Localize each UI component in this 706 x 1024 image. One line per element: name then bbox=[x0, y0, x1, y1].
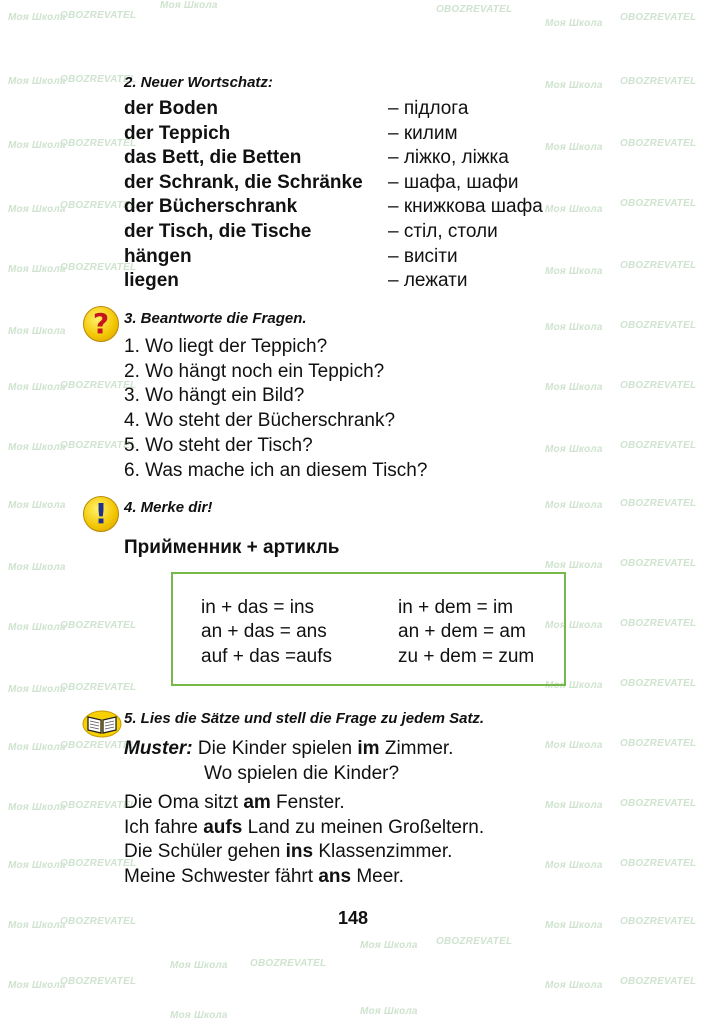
example-block bbox=[124, 737, 453, 786]
watermark-text: OBOZREVATEL bbox=[250, 958, 327, 969]
watermark-text: Моя Школа bbox=[545, 920, 603, 931]
watermark-text: Моя Школа bbox=[8, 802, 66, 813]
watermark-text: OBOZREVATEL bbox=[620, 916, 697, 927]
watermark-text: Моя Школа bbox=[545, 740, 603, 751]
watermark-text: OBOZREVATEL bbox=[620, 618, 697, 629]
vocab-row bbox=[124, 171, 684, 196]
watermark-text: Моя Школа bbox=[545, 800, 603, 811]
watermark-text: OBOZREVATEL bbox=[60, 620, 137, 631]
example-text: Zimmer. bbox=[379, 738, 454, 759]
list-item: 6. Was mache ich an diesem Tisch? bbox=[124, 459, 428, 481]
watermark-text: OBOZREVATEL bbox=[60, 858, 137, 869]
exclamation-mark-glyph: ! bbox=[94, 497, 108, 530]
watermark-text: Моя Школа bbox=[8, 500, 66, 511]
watermark-text: Моя Школа bbox=[545, 680, 603, 691]
vocab-ukrainian: – стіл, столи bbox=[388, 220, 498, 242]
watermark-text: Моя Школа bbox=[8, 562, 66, 573]
vocab-row bbox=[124, 195, 684, 220]
watermark-text: Моя Школа bbox=[8, 442, 66, 453]
vocab-ukrainian: – лежати bbox=[388, 270, 468, 292]
watermark-text: Моя Школа bbox=[8, 684, 66, 695]
watermark-text: Моя Школа bbox=[8, 622, 66, 633]
watermark-text: OBOZREVATEL bbox=[60, 976, 137, 987]
question-mark-icon bbox=[83, 306, 119, 342]
page-number: 148 bbox=[337, 908, 369, 928]
question-list bbox=[124, 335, 427, 483]
watermark-text: OBOZREVATEL bbox=[620, 976, 697, 987]
watermark-text: OBOZREVATEL bbox=[620, 320, 697, 331]
watermark-text: OBOZREVATEL bbox=[620, 12, 697, 23]
watermark-text: Моя Школа bbox=[545, 444, 603, 455]
watermark-text: Моя Школа bbox=[545, 500, 603, 511]
watermark-text: Моя Школа bbox=[8, 980, 66, 991]
example-label: Muster: bbox=[124, 738, 193, 759]
vocabulary-list bbox=[124, 97, 684, 294]
watermark-text: Моя Школа bbox=[545, 560, 603, 571]
sentence-bold: ins bbox=[285, 841, 314, 863]
book-icon bbox=[82, 708, 122, 738]
watermark-text: OBOZREVATEL bbox=[60, 740, 137, 751]
list-item bbox=[124, 791, 484, 816]
watermark-text: OBOZREVATEL bbox=[620, 440, 697, 451]
watermark-text: Моя Школа bbox=[170, 1010, 228, 1021]
watermark-text: Моя Школа bbox=[545, 266, 603, 277]
vocab-row bbox=[124, 269, 684, 294]
list-item: 2. Wo hängt noch ein Teppich? bbox=[124, 360, 385, 382]
rule-item: zu + dem = zum bbox=[398, 645, 535, 667]
watermark-text: OBOZREVATEL bbox=[620, 798, 697, 809]
sentence-bold: aufs bbox=[203, 816, 243, 838]
watermark-text: OBOZREVATEL bbox=[60, 440, 137, 451]
watermark-text: Моя Школа bbox=[545, 80, 603, 91]
sentence-list bbox=[124, 791, 484, 889]
vocab-german: der Boden bbox=[124, 98, 218, 119]
rules-left-column bbox=[201, 596, 332, 669]
vocab-row bbox=[124, 122, 684, 147]
watermark-text: Моя Школа bbox=[8, 140, 66, 151]
watermark-text: OBOZREVATEL bbox=[60, 916, 137, 927]
vocab-ukrainian: – килим bbox=[388, 122, 458, 144]
watermark-text: OBOZREVATEL bbox=[620, 198, 697, 209]
sentence-text: Land zu meinen Großeltern. bbox=[242, 816, 485, 838]
watermark-text: Моя Школа bbox=[160, 0, 218, 11]
watermark-text: OBOZREVATEL bbox=[60, 800, 137, 811]
vocab-german: der Bücherschrank bbox=[124, 196, 298, 218]
vocab-row bbox=[124, 97, 684, 122]
watermark-text: OBOZREVATEL bbox=[620, 858, 697, 869]
watermark-text: Моя Школа bbox=[8, 920, 66, 931]
watermark-text: Моя Школа bbox=[545, 204, 603, 215]
rule-heading: Прийменник + артикль bbox=[124, 537, 340, 558]
vocab-german: hängen bbox=[124, 245, 192, 267]
vocab-row bbox=[124, 146, 684, 171]
watermark-text: OBOZREVATEL bbox=[60, 200, 137, 211]
watermark-text: OBOZREVATEL bbox=[60, 138, 137, 149]
sentence-bold: am bbox=[243, 792, 271, 813]
watermark-text: Моя Школа bbox=[8, 12, 66, 23]
watermark-text: OBOZREVATEL bbox=[60, 682, 137, 693]
rule-item: an + dem = am bbox=[398, 621, 526, 643]
watermark-text: OBOZREVATEL bbox=[620, 558, 697, 569]
vocab-german: der Teppich bbox=[124, 122, 231, 144]
section5-title: 5. Lies die Sätze und stell die Frage zu jedem Satz. bbox=[124, 710, 485, 727]
rules-box bbox=[171, 572, 566, 686]
vocab-ukrainian: – висіти bbox=[388, 245, 458, 267]
list-item bbox=[124, 816, 484, 841]
vocab-row bbox=[124, 245, 684, 270]
sentence-text: Ich fahre bbox=[124, 816, 204, 838]
watermark-text: Моя Школа bbox=[8, 204, 66, 215]
watermark-text: Моя Школа bbox=[545, 322, 603, 333]
watermark-text: Моя Школа bbox=[170, 960, 228, 971]
watermark-text: OBOZREVATEL bbox=[60, 10, 137, 21]
rules-right-column bbox=[398, 596, 534, 669]
list-item: 1. Wo liegt der Teppich? bbox=[124, 336, 328, 357]
watermark-text: Моя Школа bbox=[8, 742, 66, 753]
section2-title: 2. Neuer Wortschatz: bbox=[124, 74, 273, 91]
list-item bbox=[124, 840, 484, 865]
list-item: 3. Wo hängt ein Bild? bbox=[124, 385, 305, 407]
vocab-german: das Bett, die Betten bbox=[124, 147, 302, 169]
watermark-text: OBOZREVATEL bbox=[60, 74, 137, 85]
vocab-ukrainian: – шафа, шафи bbox=[388, 171, 519, 193]
rule-item: auf + das =aufs bbox=[201, 645, 332, 667]
sentence-bold: ans bbox=[318, 865, 352, 887]
watermark-text: Моя Школа bbox=[360, 1006, 418, 1017]
section4-title: 4. Merke dir! bbox=[124, 499, 213, 516]
watermark-text: Моя Школа bbox=[545, 18, 603, 29]
example-text: Die Kinder spielen bbox=[192, 738, 358, 759]
watermark-text: Моя Школа bbox=[8, 326, 66, 337]
watermark-text: Моя Школа bbox=[8, 860, 66, 871]
watermark-text: Моя Школа bbox=[545, 620, 603, 631]
watermark-text: OBOZREVATEL bbox=[620, 260, 697, 271]
watermark-text: OBOZREVATEL bbox=[436, 4, 513, 15]
sentence-text: Meine Schwester fährt bbox=[124, 865, 319, 887]
vocab-ukrainian: – книжкова шафа bbox=[388, 196, 543, 218]
sentence-text: Die Schüler gehen bbox=[124, 841, 286, 863]
list-item: 5. Wo steht der Tisch? bbox=[124, 434, 313, 456]
sentence-text: Fenster. bbox=[270, 792, 345, 813]
sentence-text: Meer. bbox=[351, 865, 404, 887]
list-item: 4. Wo steht der Bücherschrank? bbox=[124, 410, 396, 432]
watermark-text: OBOZREVATEL bbox=[620, 498, 697, 509]
section3-title: 3. Beantworte die Fragen. bbox=[124, 310, 307, 327]
question-mark-glyph: ? bbox=[92, 307, 110, 340]
watermark-text: OBOZREVATEL bbox=[620, 380, 697, 391]
example-bold: im bbox=[357, 738, 380, 759]
rule-item: an + das = ans bbox=[201, 621, 327, 643]
rule-item: in + dem = im bbox=[398, 597, 514, 618]
watermark-text: Моя Школа bbox=[360, 940, 418, 951]
watermark-text: OBOZREVATEL bbox=[60, 262, 137, 273]
vocab-german: der Schrank, die Schränke bbox=[124, 171, 363, 193]
watermark-text: OBOZREVATEL bbox=[436, 936, 513, 947]
vocab-ukrainian: – підлога bbox=[388, 98, 469, 119]
rule-item: in + das = ins bbox=[201, 597, 315, 618]
watermark-text: Моя Школа bbox=[8, 382, 66, 393]
watermark-text: OBOZREVATEL bbox=[620, 76, 697, 87]
exclamation-mark-icon bbox=[83, 496, 119, 532]
example-question: Wo spielen die Kinder? bbox=[204, 762, 400, 784]
list-item bbox=[124, 865, 484, 890]
watermark-text: Моя Школа bbox=[545, 860, 603, 871]
watermark-text: OBOZREVATEL bbox=[620, 678, 697, 689]
vocab-german: der Tisch, die Tische bbox=[124, 220, 312, 242]
example-sentence bbox=[124, 737, 453, 762]
watermark-text: OBOZREVATEL bbox=[60, 380, 137, 391]
watermark-text: OBOZREVATEL bbox=[620, 738, 697, 749]
watermark-text: OBOZREVATEL bbox=[620, 138, 697, 149]
watermark-text: Моя Школа bbox=[545, 142, 603, 153]
watermark-text: Моя Школа bbox=[8, 76, 66, 87]
sentence-text: Die Oma sitzt bbox=[124, 792, 244, 813]
watermark-text: Моя Школа bbox=[8, 264, 66, 275]
vocab-german: liegen bbox=[124, 270, 179, 292]
watermark-text: Моя Школа bbox=[545, 980, 603, 991]
sentence-text: Klassenzimmer. bbox=[313, 841, 453, 863]
watermark-text: Моя Школа bbox=[545, 382, 603, 393]
vocab-ukrainian: – ліжко, ліжка bbox=[388, 147, 509, 169]
vocab-row bbox=[124, 220, 684, 245]
